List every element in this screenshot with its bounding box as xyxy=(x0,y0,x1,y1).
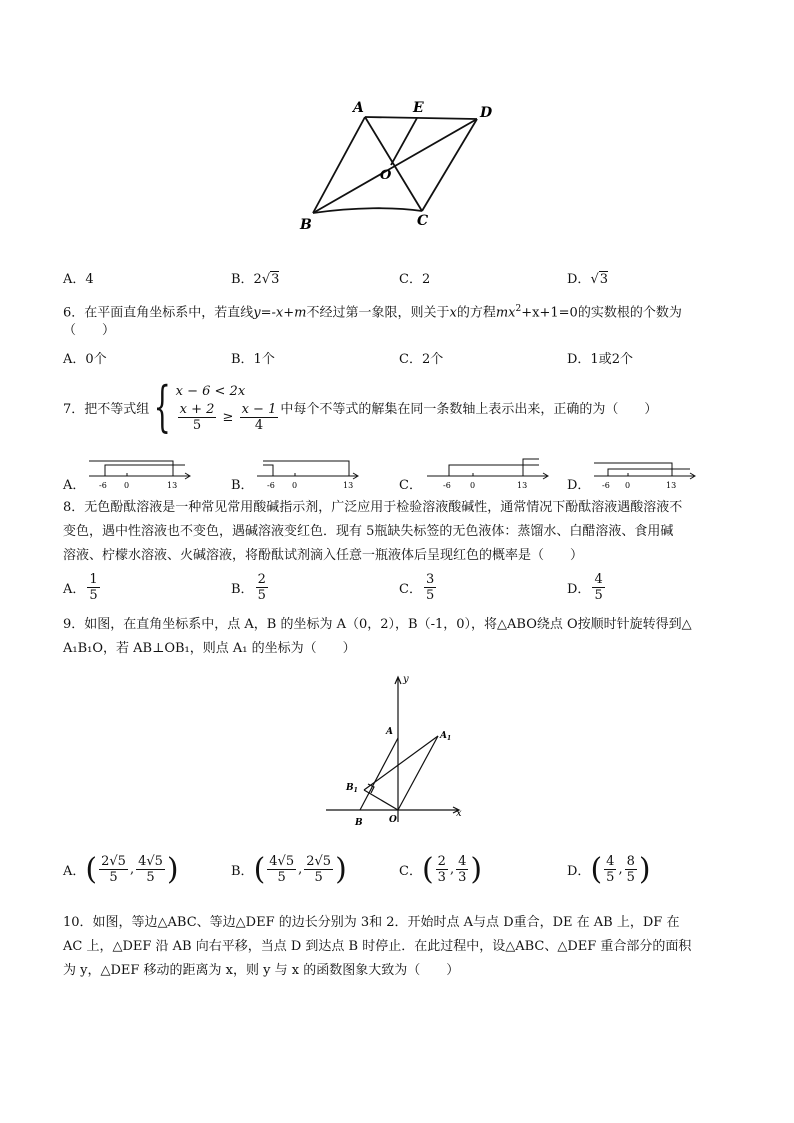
number-line-c xyxy=(423,456,553,492)
svg-text:B: B xyxy=(355,818,363,828)
side-ad xyxy=(365,117,477,119)
label-o: O xyxy=(380,168,392,183)
q7-stem: 7．把不等式组{ x − 6 < 2x $\frac{x + 2}{5}$ ≥ $\frac{x - 1}{4}$ 中每个不等式的解集在同一条数轴上表示出来，正确的为（ ） xyxy=(63,375,658,438)
number-line-b xyxy=(253,456,363,492)
svg-text:13: 13 xyxy=(517,481,528,490)
segment-eo xyxy=(391,118,417,165)
svg-text:0: 0 xyxy=(124,481,130,490)
q6-option-a[interactable]: A．0个 xyxy=(63,352,107,367)
segment-ob1 xyxy=(364,790,398,810)
svg-text:A: A xyxy=(386,727,393,737)
q8-stem-line1: 8．无色酚酞溶液是一种常见常用酸碱指示剂，广泛应用于检验溶液酸碱性，通常情况下酚酞溶液遇酸溶液不 xyxy=(63,500,683,515)
segment-b1a1 xyxy=(364,736,438,790)
sqrt-3: 3 xyxy=(271,272,280,287)
label-a: A xyxy=(353,100,364,116)
q10-stem-line1: 10．如图，等边△ABC、等边△DEF 的边长分别为 3和 2．开始时点 A与点 D重合，DE 在 AB 上，DF 在 xyxy=(63,915,680,930)
q8-option-d[interactable]: D． $\frac{4}{5}$ xyxy=(567,572,603,603)
q7-option-d[interactable]: D． xyxy=(567,478,591,493)
q9-stem-line1: 9．如图，在直角坐标系中，点 A，B 的坐标为 A（0，2），B（-1，0），将△ABO绕点 O按顺时针旋转得到△ xyxy=(63,617,692,632)
q8-option-c[interactable]: C． $\frac{3}{5}$ xyxy=(399,572,435,603)
q9-option-a[interactable]: A．( $\frac{2√5}{5}$ , $\frac{4√5}{5}$ ) xyxy=(63,852,179,887)
q6-option-c[interactable]: C．2个 xyxy=(399,352,444,367)
q6-stem-line1: 6．在平面直角坐标系中，若直线y=-x+m不经过第一象限，则关于x的方程$mx^2+x+1=0$的实数根的个数为 xyxy=(63,304,682,321)
q5-option-c[interactable]: C．2 xyxy=(399,272,431,287)
svg-text:0: 0 xyxy=(625,481,631,490)
q10-stem-line2: AC 上，△DEF 沿 AB 向右平移，当点 D 到达点 B 时停止．在此过程中，设△ABC、△DEF 重合部分的面积 xyxy=(63,939,692,954)
q9-stem-line2: A₁B₁O，若 AB⊥OB₁，则点 A₁ 的坐标为（ ） xyxy=(63,641,356,656)
parallelogram-figure xyxy=(295,95,500,235)
rotation-figure xyxy=(322,672,472,830)
svg-text:-6: -6 xyxy=(602,481,610,490)
q8-option-a[interactable]: A． $\frac{1}{5}$ xyxy=(63,572,98,603)
q6-option-b[interactable]: B．1个 xyxy=(231,352,275,367)
q7-option-a[interactable]: A． xyxy=(63,478,86,493)
svg-text:-6: -6 xyxy=(99,481,107,490)
svg-text:O: O xyxy=(389,815,397,825)
q9-option-d[interactable]: D．( $\frac{4}{5}$ , $\frac{8}{5}$ ) xyxy=(567,852,651,887)
segment-oa1 xyxy=(398,736,438,810)
svg-text:-6: -6 xyxy=(443,481,451,490)
q8-option-b[interactable]: B． $\frac{2}{5}$ xyxy=(231,572,266,603)
svg-text:B1: $B_1$ xyxy=(346,783,358,794)
q10-stem-line3: 为 y，△DEF 移动的距离为 x，则 y 与 x 的函数图象大致为（ ） xyxy=(63,963,460,978)
svg-text:-6: -6 xyxy=(267,481,275,490)
svg-text:13: 13 xyxy=(343,481,354,490)
number-line-d xyxy=(590,456,700,492)
q9-option-c[interactable]: C．( $\frac{2}{3}$ , $\frac{4}{3}$ ) xyxy=(399,852,483,887)
q8-stem-line3: 溶液、柠檬水溶液、火碱溶液，将酚酞试剂滴入任意一瓶液体后呈现红色的概率是（ ） xyxy=(63,548,584,563)
label-d: D xyxy=(480,105,493,121)
svg-text:0: 0 xyxy=(470,481,476,490)
q7-option-c[interactable]: C． xyxy=(399,478,422,493)
number-line-a xyxy=(85,456,195,492)
q5-option-d[interactable]: D．√3 xyxy=(567,272,609,287)
side-bc xyxy=(313,208,422,213)
label-b: B xyxy=(300,217,312,233)
diagonal-ac xyxy=(365,117,422,211)
svg-text:x: x xyxy=(456,808,462,819)
q6-stem-line2: （ ） xyxy=(63,323,116,338)
q7-option-b[interactable]: B． xyxy=(231,478,254,493)
svg-text:A1: $A_1$ xyxy=(440,731,452,742)
svg-text:0: 0 xyxy=(292,481,298,490)
q6-option-d[interactable]: D．1或2个 xyxy=(567,352,633,367)
brace: { xyxy=(153,375,172,438)
side-cd xyxy=(422,119,477,211)
label-c: C xyxy=(417,213,429,229)
q5-option-b[interactable]: B．2√3 xyxy=(231,272,280,287)
svg-text:13: 13 xyxy=(167,481,178,490)
label-e: E xyxy=(413,100,424,116)
q9-option-b[interactable]: B．( $\frac{4√5}{5}$ , $\frac{2√5}{5}$ ) xyxy=(231,852,347,887)
svg-text:13: 13 xyxy=(666,481,677,490)
sqrt-3: 3 xyxy=(599,272,609,287)
svg-text:y: y xyxy=(403,674,409,685)
q8-stem-line2: 变色，遇中性溶液也不变色，遇碱溶液变红色．现有 5瓶缺失标签的无色液体：蒸馏水、白醋溶液、食用碱 xyxy=(63,524,674,539)
q5-option-a[interactable]: A．4 xyxy=(63,272,94,287)
